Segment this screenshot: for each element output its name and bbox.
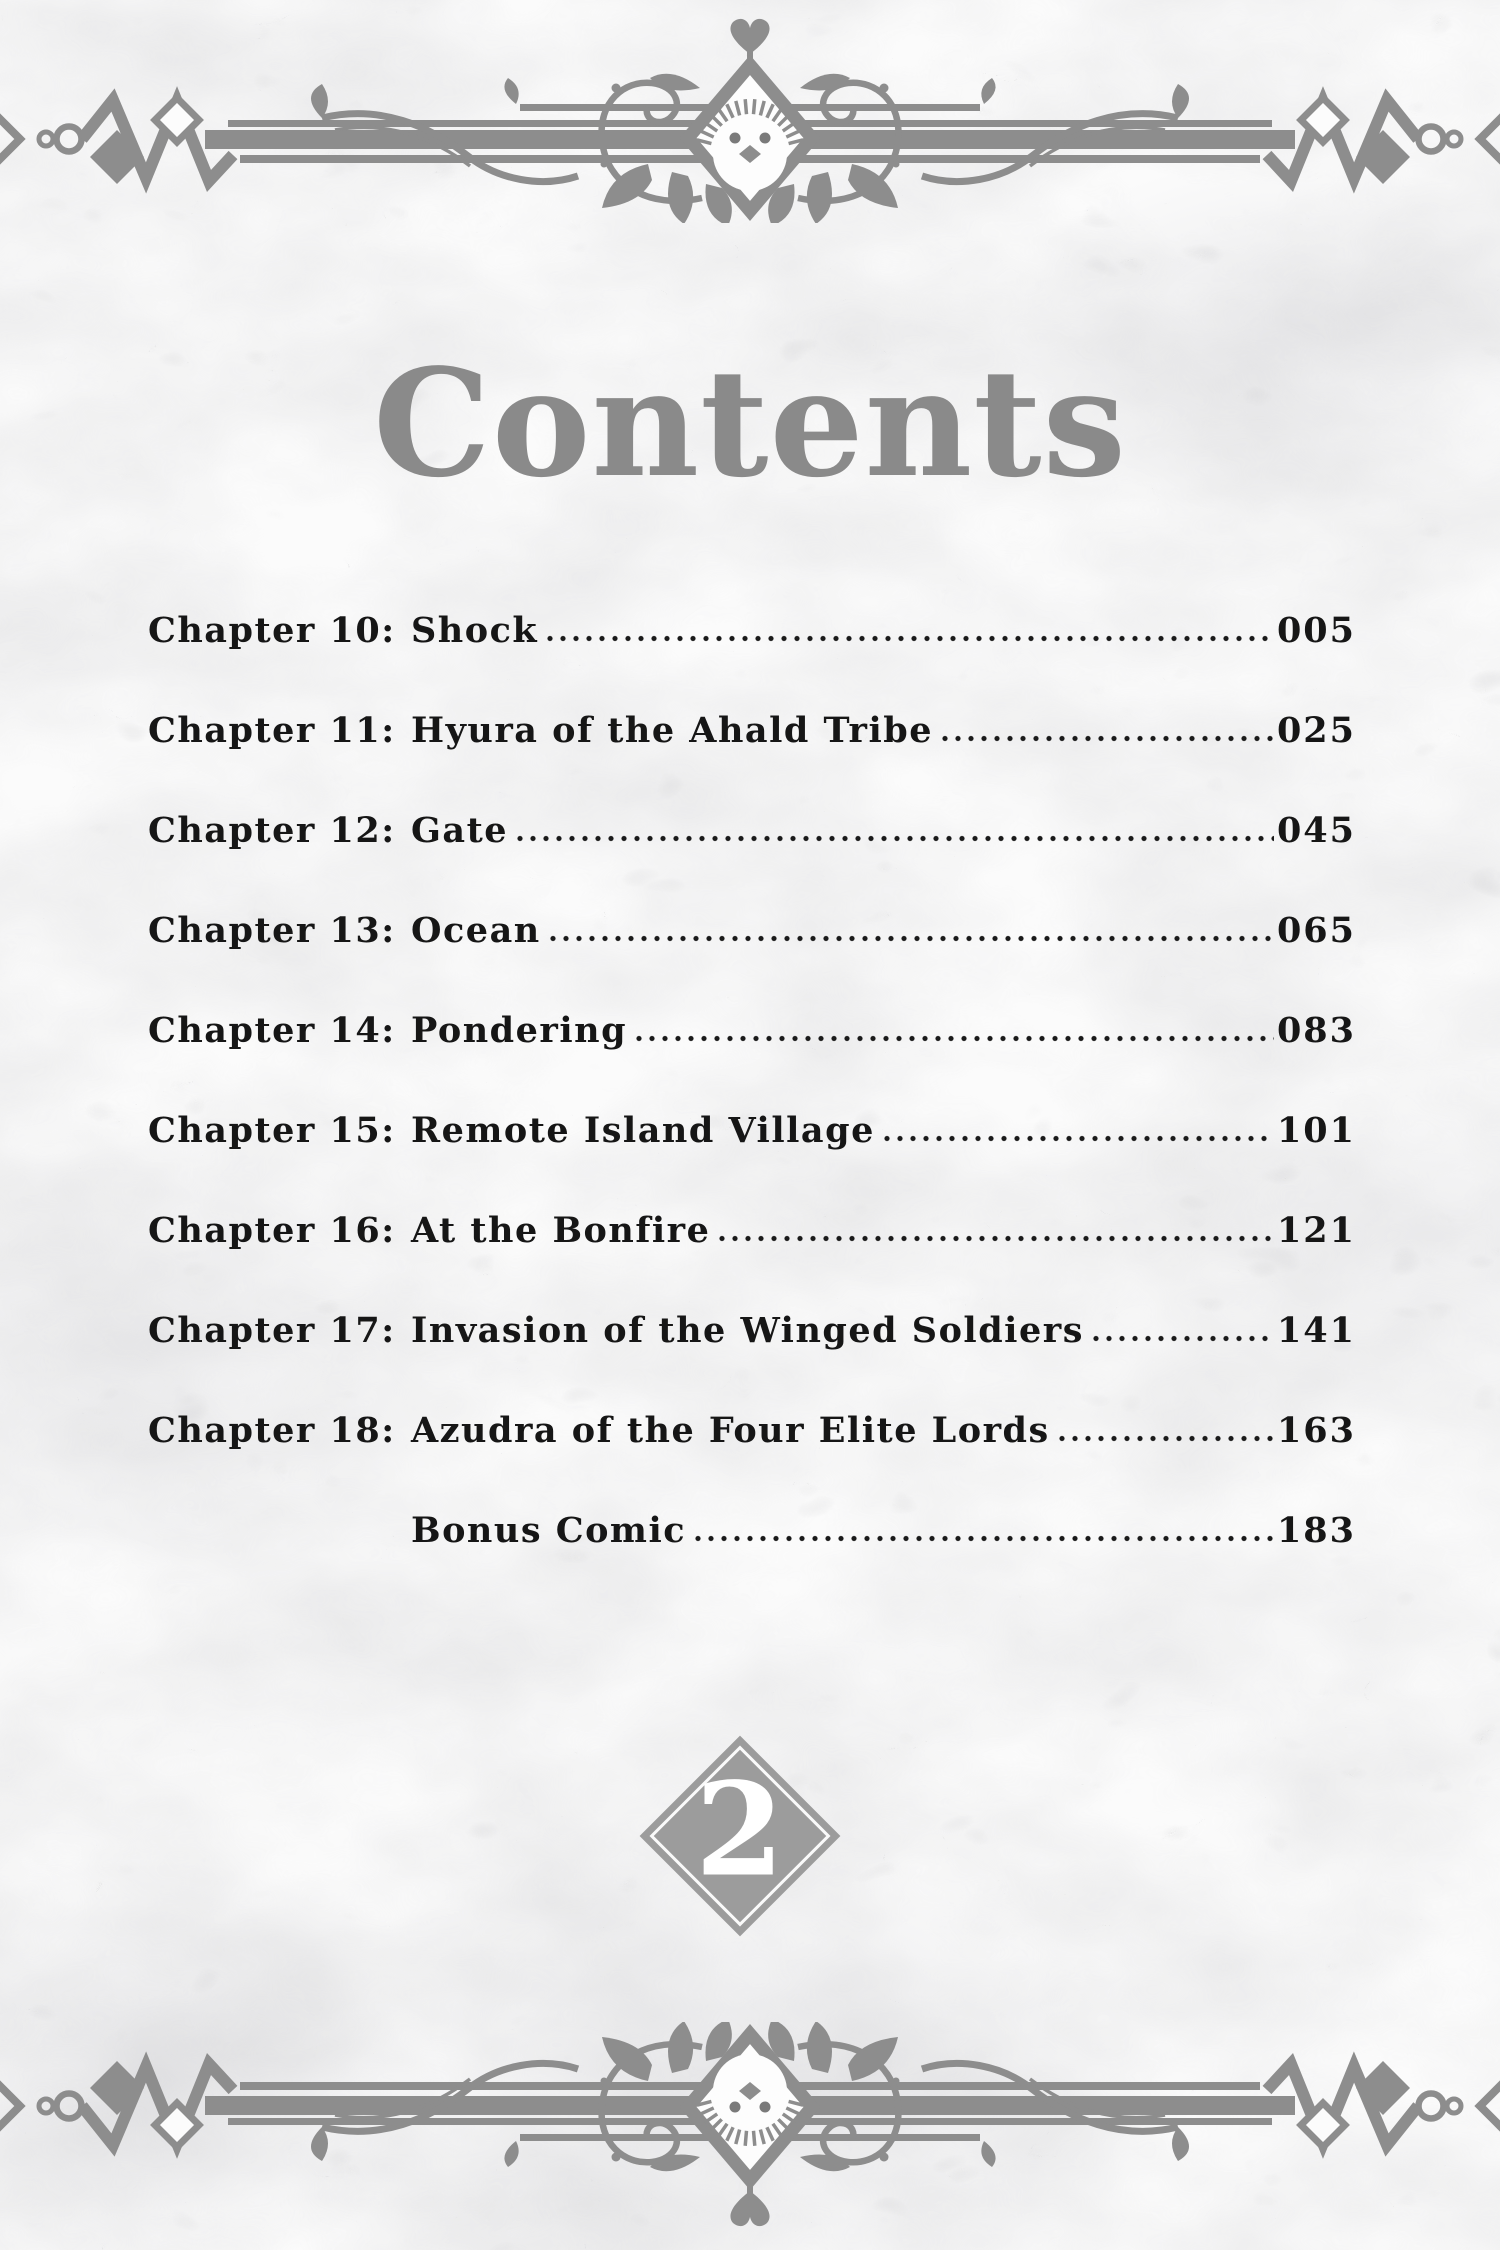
- toc-entry-chapter-label: Chapter 12:: [148, 810, 396, 851]
- toc-entry-chapter-label: Chapter 15:: [148, 1110, 396, 1151]
- top-divider-ornament: [0, 8, 1500, 223]
- toc-entry-page-number: 045: [1276, 810, 1356, 851]
- toc-entry-page-number: 083: [1276, 1010, 1356, 1051]
- toc-entry-chapter-label: Chapter 11:: [148, 710, 396, 751]
- bottom-divider-ornament: [0, 2022, 1500, 2237]
- toc-entry-chapter-label: Chapter 14:: [148, 1010, 396, 1051]
- toc-entry-page-number: 065: [1276, 910, 1356, 951]
- toc-entry-chapter-label: Chapter 16:: [148, 1210, 396, 1251]
- toc-entry-dot-leader: [1058, 1435, 1274, 1442]
- toc-entry: [148, 1000, 1356, 1100]
- toc-entry-page-number: 101: [1276, 1110, 1356, 1151]
- toc-entry-title: Shock: [411, 610, 539, 651]
- toc-entry: [148, 1100, 1356, 1200]
- volume-page-number: 2: [695, 1756, 785, 1906]
- toc-entry-page-number: 163: [1276, 1410, 1356, 1451]
- toc-entry-page-number: 141: [1276, 1310, 1356, 1351]
- toc-entry-title: At the Bonfire: [411, 1210, 711, 1251]
- toc-entry-title: Pondering: [411, 1010, 628, 1051]
- toc-entry-title: Azudra of the Four Elite Lords: [411, 1410, 1050, 1451]
- toc-entry-page-number: 183: [1276, 1510, 1356, 1551]
- toc-entry-chapter-label: Chapter 13:: [148, 910, 396, 951]
- toc-entry: [148, 1200, 1356, 1300]
- toc-entry-title: Remote Island Village: [411, 1110, 875, 1151]
- toc-entry-page-number: 121: [1276, 1210, 1356, 1251]
- toc-entry-chapter-label: Chapter 10:: [148, 610, 396, 651]
- toc-entry-dot-leader: [883, 1135, 1274, 1142]
- toc-entry: [148, 1300, 1356, 1400]
- toc-entry: [148, 800, 1356, 900]
- toc-list: [148, 600, 1356, 1600]
- toc-entry-page-number: 005: [1276, 610, 1356, 651]
- toc-entry-dot-leader: [694, 1535, 1274, 1542]
- toc-entry-chapter-label: Chapter 17:: [148, 1310, 396, 1351]
- toc-entry: [148, 600, 1356, 700]
- toc-entry: [148, 1400, 1356, 1500]
- toc-entry-title: Gate: [411, 810, 509, 851]
- toc-entry-title: Hyura of the Ahald Tribe: [411, 710, 934, 751]
- toc-entry-dot-leader: [635, 1035, 1274, 1042]
- toc-entry-chapter-label: Chapter 18:: [148, 1410, 396, 1451]
- toc-entry-page-number: 025: [1276, 710, 1356, 751]
- toc-entry-title: Ocean: [411, 910, 541, 951]
- toc-entry-dot-leader: [546, 635, 1274, 642]
- toc-entry-dot-leader: [718, 1235, 1274, 1242]
- toc-entry-title: Invasion of the Winged Soldiers: [411, 1310, 1084, 1351]
- toc-entry-dot-leader: [1092, 1335, 1274, 1342]
- toc-entry-title: Bonus Comic: [411, 1510, 687, 1551]
- page-title: Contents: [373, 336, 1127, 510]
- toc-entry-dot-leader: [516, 835, 1274, 842]
- toc-entry: [148, 900, 1356, 1000]
- toc-entry: [148, 1500, 1356, 1600]
- toc-entry-dot-leader: [941, 735, 1274, 742]
- toc-entry-dot-leader: [549, 935, 1274, 942]
- toc-entry: [148, 700, 1356, 800]
